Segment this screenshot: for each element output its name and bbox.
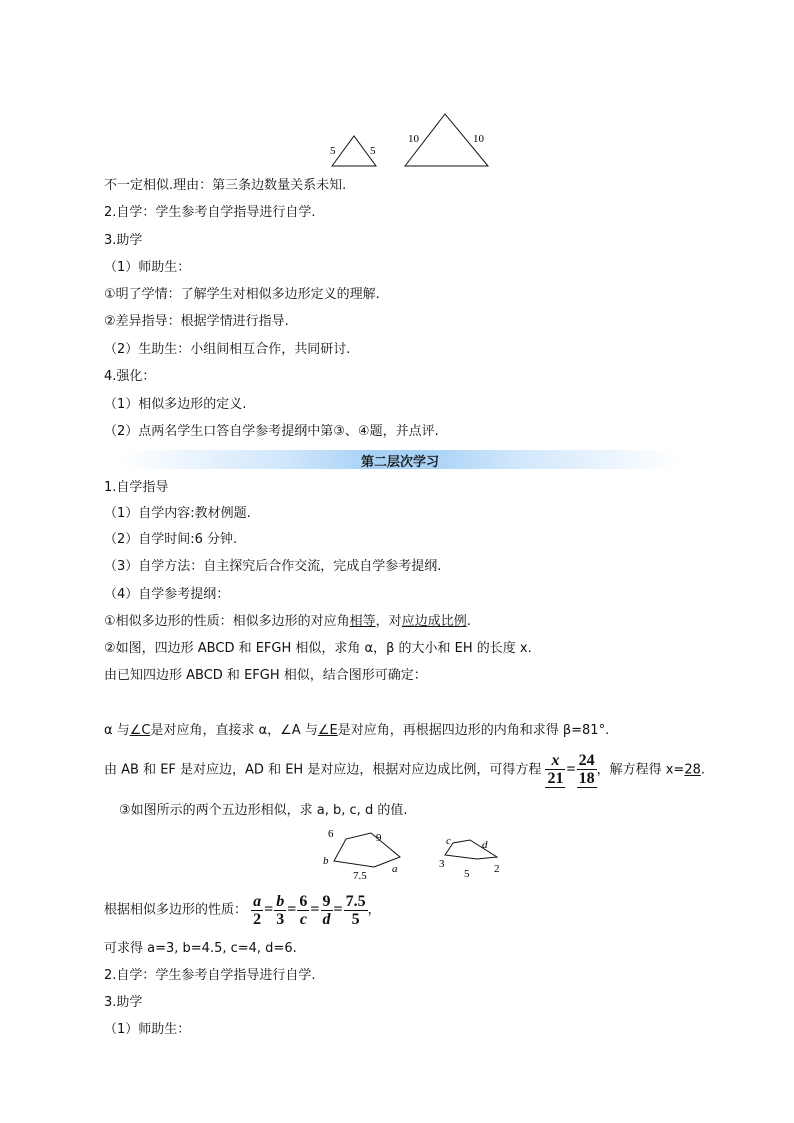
line-outline: （4）自学参考提纲： <box>104 587 230 602</box>
equals-sign: = <box>310 901 320 918</box>
section-banner-title: 第二层次学习 <box>360 455 439 470</box>
line-pentagon-question: ③如图所示的两个五边形相似，求 a, b, c, d 的值. <box>119 803 408 818</box>
fraction-24-over-18 <box>577 752 597 788</box>
small-pentagon-top-left: c <box>446 835 451 847</box>
small-triangle-left-side: 5 <box>330 145 336 157</box>
fraction-denominator: 2 <box>253 910 262 928</box>
line-content: （1）自学内容:教材例题. <box>104 506 251 521</box>
line-method: （3）自学方法：自主探究后合作交流，完成自学参考提纲. <box>104 559 442 574</box>
line-equation <box>104 752 705 789</box>
fraction-a-over-2 <box>251 893 263 928</box>
fraction-6-over-c <box>297 893 309 928</box>
text-fragment: 根据相似多边形的性质： <box>104 902 248 918</box>
answer-angle-e: ∠E <box>317 723 338 738</box>
text-fragment: . <box>466 614 471 629</box>
line-ratio-equation <box>104 892 381 929</box>
fraction-numerator: 9 <box>322 892 331 910</box>
large-pentagon-bottom: 7.5 <box>353 870 367 882</box>
line-self-study-2: 2.自学：学生参考自学指导进行自学. <box>104 968 316 983</box>
line-result: 可求得 a=3, b=4.5, c=4, d=6. <box>104 941 297 956</box>
similar-pentagons-figure <box>310 826 510 884</box>
answer-angle-c: ∠C <box>129 723 151 738</box>
similar-triangles-figure <box>320 108 510 170</box>
small-pentagon-right: 2 <box>494 863 500 875</box>
fraction-denominator: c <box>299 910 307 928</box>
line-assist: 3.助学 <box>104 233 143 248</box>
line-teacher-help: （1）师助生： <box>104 260 191 275</box>
large-pentagon-top-left: 6 <box>328 828 334 840</box>
text-fragment: α 与 <box>104 723 130 738</box>
equals-sign: = <box>566 761 576 778</box>
line-time: （2）自学时间:6 分钟. <box>104 532 238 547</box>
line-guidance: ②差异指导：根据学情进行指导. <box>104 314 289 329</box>
line-quadrilateral-question: ②如图，四边形 ABCD 和 EFGH 相似，求角 α，β 的大小和 EH 的长度 x. <box>104 641 532 656</box>
equals-sign: = <box>287 901 297 918</box>
fraction-x-over-21 <box>545 752 565 788</box>
answer-equal: 相等 <box>349 614 376 629</box>
answer-proportional: 应边成比例 <box>401 614 467 629</box>
text-fragment: ， <box>367 902 381 918</box>
section-banner <box>120 450 680 469</box>
large-pentagon <box>334 833 400 867</box>
small-triangle-right-side: 5 <box>370 145 376 157</box>
text-fragment: 由 AB 和 EF 是对应边，AD 和 EH 是对应边，根据对应边成比例，可得方程 <box>104 762 542 778</box>
text-fragment: ，对 <box>375 614 402 629</box>
fraction-denominator: 21 <box>547 770 564 787</box>
line-guide-heading: 1.自学指导 <box>104 480 169 495</box>
line-teacher-help-2: （1）师助生： <box>104 1022 191 1037</box>
small-pentagon-top-right: d <box>482 839 488 851</box>
line-self-study: 2.自学：学生参考自学指导进行自学. <box>104 205 316 220</box>
text-fragment: 是对应角，直接求 α，∠A 与 <box>150 723 318 738</box>
line-conclusion: 不一定相似.理由：第三条边数量关系未知. <box>104 178 347 193</box>
fraction-numerator: b <box>276 892 285 910</box>
small-pentagon-left: 3 <box>439 858 445 870</box>
line-given: 由已知四边形 ABCD 和 EFGH 相似，结合图形可确定： <box>104 668 427 683</box>
large-pentagon-right: a <box>392 863 398 875</box>
fraction-b-over-3 <box>274 893 286 928</box>
fraction-numerator: a <box>253 892 262 910</box>
fraction-denominator: 18 <box>578 770 595 787</box>
large-pentagon-left: b <box>323 855 329 867</box>
fraction-denominator: 3 <box>276 910 285 928</box>
text-fragment: ①相似多边形的性质：相似多边形的对应角 <box>104 614 350 629</box>
line-reinforce: 4.强化： <box>104 369 156 384</box>
line-property <box>104 613 471 631</box>
text-fragment: ，解方程得 x= <box>596 762 685 778</box>
fraction-7-5-over-5 <box>344 893 368 928</box>
line-angles <box>104 722 609 740</box>
fraction-denominator: 5 <box>351 910 360 928</box>
answer-x: 28 <box>684 762 701 778</box>
text-fragment: 是对应角，再根据四边形的内角和求得 β=81°. <box>337 723 610 738</box>
fraction-numerator: 7.5 <box>345 892 366 910</box>
text-fragment: . <box>700 762 705 778</box>
large-triangle-left-side: 10 <box>408 133 419 145</box>
fraction-denominator: d <box>322 910 331 928</box>
equals-sign: = <box>264 901 274 918</box>
large-triangle-right-side: 10 <box>473 133 484 145</box>
small-pentagon <box>445 840 497 859</box>
fraction-numerator: 24 <box>578 752 595 769</box>
line-oral-answer: （2）点两名学生口答自学参考提纲中第③、④题，并点评. <box>104 424 439 439</box>
line-definition: （1）相似多边形的定义. <box>104 397 247 412</box>
fraction-9-over-d <box>321 893 333 928</box>
large-pentagon-top-right: 9 <box>376 832 382 844</box>
fraction-numerator: x <box>545 752 565 770</box>
fraction-numerator: 6 <box>299 892 308 910</box>
equals-sign: = <box>333 901 343 918</box>
line-assist-2: 3.助学 <box>104 995 143 1010</box>
line-peer-help: （2）生助生：小组间相互合作，共同研讨. <box>104 342 351 357</box>
line-learning-status: ①明了学情：了解学生对相似多边形定义的理解. <box>104 287 380 302</box>
small-pentagon-bottom: 5 <box>464 868 470 880</box>
